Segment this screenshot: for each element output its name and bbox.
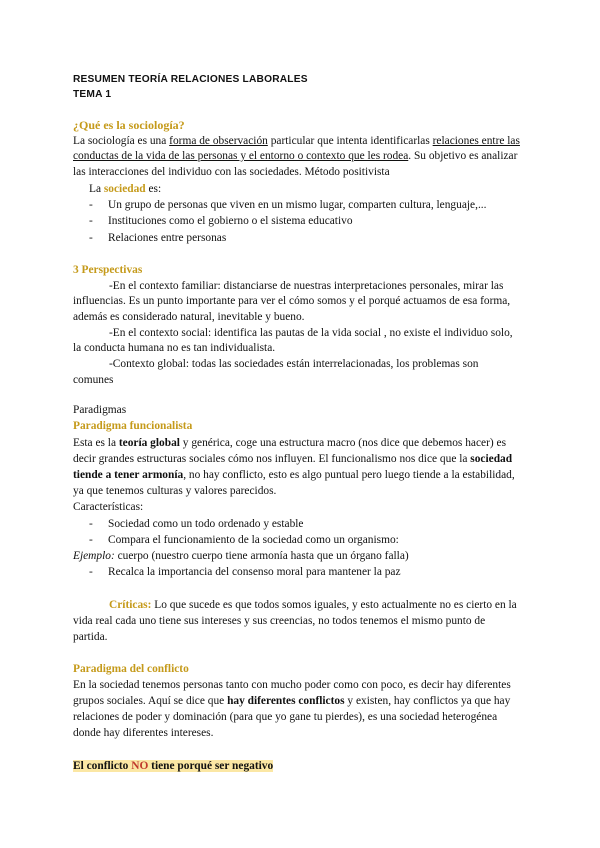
paragraph-line: comunes xyxy=(73,374,114,386)
criticas-line: Críticas: Lo que sucede es que todos somos iguales, y esto actualmente no es cierto en la xyxy=(109,599,517,611)
heading-3-perspectivas: 3 Perspectivas xyxy=(73,264,143,276)
paragraph-line: las interacciones del individuo con las sociedades. Método positivista xyxy=(73,166,390,178)
sociedad-intro: La sociedad es: xyxy=(89,183,162,195)
bullet-dash: - xyxy=(89,566,93,578)
paragraph-line: vida real cada uno tiene sus intereses y sus creencias, no todos tenemos el mismo punto de xyxy=(73,615,486,627)
bullet-dash: - xyxy=(89,534,93,546)
list-item: Sociedad como un todo ordenado y estable xyxy=(108,518,304,530)
example-line: Ejemplo: cuerpo (nuestro cuerpo tiene armonía hasta que un órgano falla) xyxy=(73,550,409,562)
heading-paradigma-funcionalista: Paradigma funcionalista xyxy=(73,420,193,432)
list-item: Relaciones entre personas xyxy=(108,232,227,244)
paragraph-line: tiende a tener armonía, no hay conflicto, esto es algo puntual pero luego tiende a la estabilidad, xyxy=(73,469,515,481)
paragraph-line: donde hay diferentes intereses. xyxy=(73,727,214,739)
list-item: Compara el funcionamiento de la sociedad como un organismo: xyxy=(108,534,399,546)
document-title: RESUMEN TEORÍA RELACIONES LABORALES xyxy=(73,74,308,85)
paragraph-line: influencias. Es un punto importante para ver el cómo somos y el porqué actuamos de esa forma, xyxy=(73,295,511,307)
paragraph-line: decir grandes estructuras sociales cómo nos influyen. El funcionalismo nos dice que la sociedad xyxy=(73,453,513,465)
paragraph-line: -En el contexto familiar: distanciarse de nuestras interpretaciones personales, mirar las xyxy=(109,280,504,292)
paragraph-line: -En el contexto social: identifica las pautas de la vida social , no existe el individuo solo, xyxy=(109,327,513,339)
caracteristicas-label: Características: xyxy=(73,501,144,513)
paragraph-line: -Contexto global: todas las sociedades están interrelacionadas, los problemas son xyxy=(109,358,479,370)
paragraph-line: En la sociedad tenemos personas tanto con mucho poder como con poco, es decir hay diferentes xyxy=(73,679,511,691)
bullet-dash: - xyxy=(89,518,93,530)
bullet-dash: - xyxy=(89,215,93,227)
paragraph-line: conductas de la vida de las personas y el entorno o contexto que les rodea. Su objetivo es analizar xyxy=(73,150,518,162)
paragraph-line: grupos sociales. Aquí se dice que hay diferentes conflictos y existen, hay conflictos ya que hay xyxy=(73,695,511,707)
heading-paradigma-conflicto: Paradigma del conflicto xyxy=(73,663,189,675)
list-item: Un grupo de personas que viven en un mismo lugar, comparten cultura, lenguaje,... xyxy=(108,199,487,211)
paragraph-line: La sociología es una forma de observación particular que intenta identificarlas relaciones entre las xyxy=(73,135,520,147)
list-item: Instituciones como el gobierno o el sistema educativo xyxy=(108,215,353,227)
paradigmas-label: Paradigmas xyxy=(73,404,127,416)
bullet-dash: - xyxy=(89,232,93,244)
paragraph-line: la conducta humana no es tan individualista. xyxy=(73,342,276,354)
bullet-dash: - xyxy=(89,199,93,211)
paragraph-line: ya que tenemos culturas y valores parecidos. xyxy=(73,485,277,497)
highlighted-conclusion: El conflicto NO tiene porqué ser negativo xyxy=(73,760,274,772)
paragraph-line: además es considerado natural, inevitable y bueno. xyxy=(73,311,305,323)
list-item: Recalca la importancia del consenso moral para mantener la paz xyxy=(108,566,401,578)
paragraph-line: relaciones de poder y dominación (para que yo gane tu pierdes), es una sociedad heterogénea xyxy=(73,711,498,723)
document-subtitle: TEMA 1 xyxy=(73,89,112,100)
paragraph-line: Esta es la teoría global y genérica, coge una estructura macro (nos dice que debemos hacer) es xyxy=(73,437,506,449)
heading-que-es-sociologia: ¿Qué es la sociología? xyxy=(73,118,185,132)
paragraph-line: partida. xyxy=(73,631,108,643)
